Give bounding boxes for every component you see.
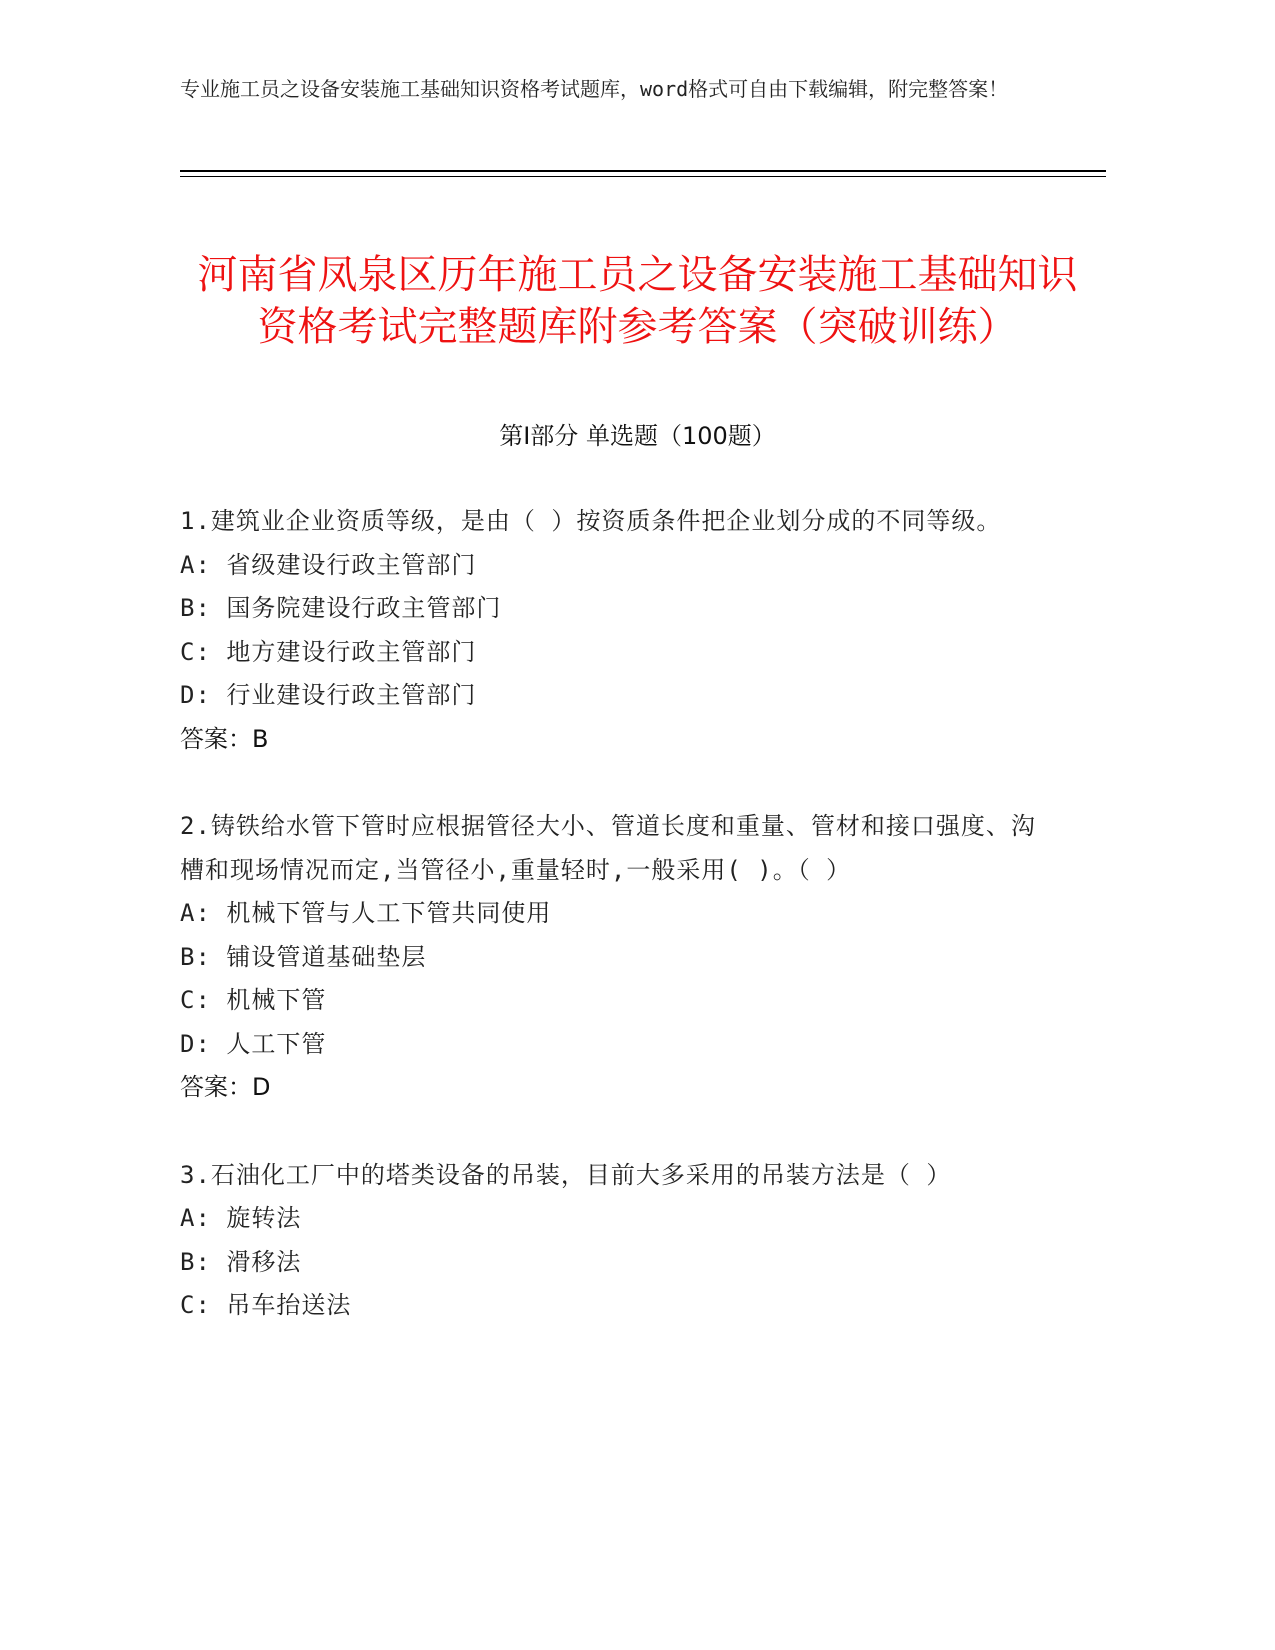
option-c: C: 吊车抬送法 bbox=[180, 1291, 352, 1319]
option-d: D: 行业建设行政主管部门 bbox=[180, 681, 477, 709]
option-a: A: 机械下管与人工下管共同使用 bbox=[180, 899, 552, 927]
question-stem: 3.石油化工厂中的塔类设备的吊装，目前大多采用的吊装方法是（ ） bbox=[180, 1160, 952, 1189]
answer: 答案：B bbox=[180, 724, 269, 753]
question-3 bbox=[180, 1154, 1040, 1328]
header-divider-thin bbox=[180, 176, 1106, 177]
option-a: A: 省级建设行政主管部门 bbox=[180, 550, 477, 579]
option-b: B: 国务院建设行政主管部门 bbox=[180, 594, 502, 622]
document-title: 河南省凤泉区历年施工员之设备安装施工基础知识资格考试完整题库附参考答案（突破训练） bbox=[197, 251, 1078, 350]
option-b: B: 铺设管道基础垫层 bbox=[180, 942, 427, 971]
question-2 bbox=[180, 805, 1040, 1110]
section-heading: 第Ⅰ部分 单选题（100题） bbox=[499, 422, 776, 450]
answer: 答案：D bbox=[180, 1073, 271, 1101]
question-1 bbox=[180, 500, 1040, 761]
question-stem: 2.铸铁给水管下管时应根据管径大小、管道长度和重量、管材和接口强度、沟槽和现场情况而定,当管径小,重量轻时,一般采用( )。（ ） bbox=[180, 812, 1036, 884]
option-c: C: 地方建设行政主管部门 bbox=[180, 637, 477, 666]
option-c: C: 机械下管 bbox=[180, 986, 327, 1014]
header-note: 专业施工员之设备安装施工基础知识资格考试题库，word格式可自由下载编辑，附完整答案！ bbox=[180, 77, 1009, 101]
option-b: B: 滑移法 bbox=[180, 1247, 302, 1276]
option-a: A: 旋转法 bbox=[180, 1204, 302, 1232]
header-divider-thick bbox=[180, 170, 1106, 172]
option-d: D: 人工下管 bbox=[180, 1029, 327, 1058]
question-stem: 1.建筑业企业资质等级，是由（ ）按资质条件把企业划分成的不同等级。 bbox=[180, 507, 1002, 535]
question-list bbox=[180, 500, 1040, 1372]
